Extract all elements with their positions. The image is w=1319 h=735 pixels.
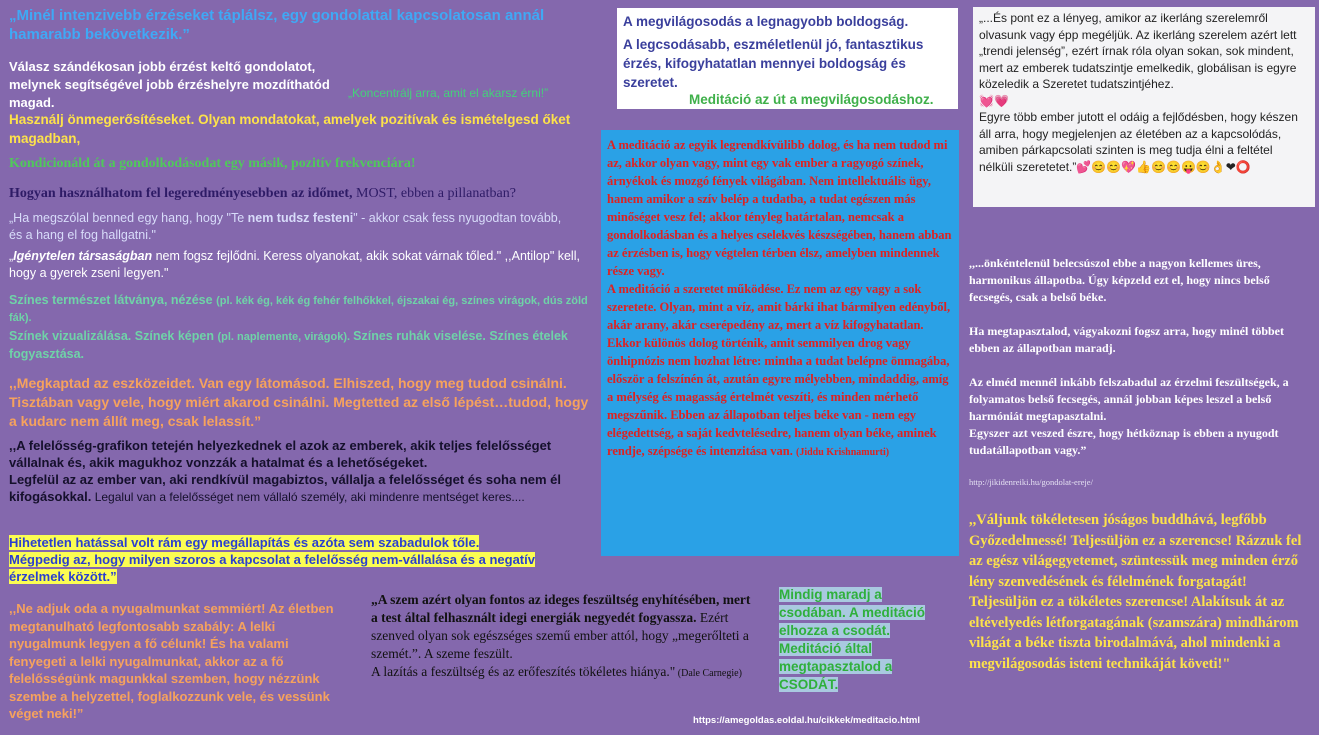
voice-a: „Ha megszólal benned egy hang, hogy "Te bbox=[9, 211, 248, 225]
twin-flame-box bbox=[973, 7, 1315, 207]
highlight-line-1: Hihetetlen hatással volt rám egy megállapítás és azóta sem szabadulok tőle. bbox=[9, 535, 480, 550]
twin-flame-p2: Egyre több ember jutott el odáig a fejlődésben, hogy készen áll arra, hogy megjelenjen az életében az a kapcsolódás, amiben párkapcsolati szinten is meg tudja élni a feltétel nélküli szeretetet.”💕😊😊💖👍😊😊😛😊👌❤⭕ bbox=[979, 110, 1298, 174]
quote-calm: ,,Ne adjuk oda a nyugalmunkat semmiért! Az életben megtanulható legfontosabb szabály: A lelki nyugalmunk legyen a fő célunk! És ha valami fenyegeti a lelki nyugalmunkat, akkor az a fő felelősségünk magunkkal szemben, hogy nézzünk szembe a helyzettel, foglalkozzunk vele, és vessünk véget neki!” bbox=[9, 601, 334, 721]
text-focus: „Koncentrálj arra, amit el akarsz érni!” bbox=[348, 86, 549, 100]
enlightenment-box bbox=[617, 8, 958, 109]
enlightenment-body: A legcsodásabb, eszméletlenül jó, fantasztikus érzés, kifogyhatatlan mennyei boldogság és szeretet. bbox=[623, 37, 924, 90]
how-part-b: MOST, ebben a pillanatban? bbox=[356, 186, 516, 201]
wonder-line-4: Meditáció által bbox=[779, 641, 873, 656]
resp-b: Legfelül az az ember van, aki rendkívül magabiztos, vállalja a felelősséget és soha nem él kifogásokkal. bbox=[9, 472, 561, 504]
resp-a: ,,A felelősség-grafikon tetején helyezkednek el azok az emberek, akik teljes felelősséget vállalnak és, akik magukhoz vonzzák a hatalmat és a lehetőségeket. bbox=[9, 438, 552, 470]
enlightenment-green: Meditáció az út a megvilágosodáshoz. bbox=[689, 92, 934, 107]
text-inner-voice bbox=[9, 210, 569, 244]
eye-a: „A szem azért olyan fontos az ideges feszültség enyhítésében, mert a test által felhasznált idegi energiák negyedét fogyassza. bbox=[371, 592, 751, 625]
enlightenment-title: A megvilágosodás a legnagyobb boldogság. bbox=[623, 14, 909, 29]
resp-c: Legalul van a felelősséget nem vállaló személy, aki mindenre mentséget keres.... bbox=[91, 490, 525, 504]
reiki-url-link[interactable]: http://jikidenreiki.hu/gondolat-ereje/ bbox=[969, 477, 1093, 487]
twin-flame-p1: „...És pont ez a lényeg, amikor az ikerláng szerelemről olvasunk vagy épp megéljük. Az ikerláng szerelem azért lett „trendi jelenség”, ezért írnak róla olyan sokan, sok mindent, mert az emberek tudatszintje emelkedik, globálisan is egyre közeledik a Szeretet tudatszintjéhez. 💓💗 bbox=[979, 11, 1297, 108]
reiki-p3: Az elméd mennél inkább felszabadul az érzelmi feszültségek, a folyamatos belső fecsegés, annál jobban képes leszel a belső harmóniát megtapasztalni. bbox=[969, 375, 1289, 423]
quote-intense-feelings: „Minél intenzivebb érzéseket táplálsz, egy gondolattal kapcsolatosan annál hamarabb bekövetkezik.” bbox=[9, 7, 545, 43]
how-part-a: Hogyan használhatom fel legeredményesebben az időmet, bbox=[9, 186, 356, 201]
vis-c: Színes ruhák viselése. Színes ételek fogyasztása. bbox=[9, 329, 568, 361]
reiki-p4: Egyszer azt veszed észre, hogy hétköznap is ebben a nyugodt tudatállapotban vagy.” bbox=[969, 426, 1279, 457]
text-choose-thought: Válasz szándékosan jobb érzést keltő gondolatot, melynek segítségével jobb érzéshelyre mozdíthatód magad. bbox=[9, 59, 330, 110]
nature-b: (pl. kék ég, kék ég fehér felhőkkel, éjszakai ég, színes virágok, dús zöld fák). bbox=[9, 295, 588, 324]
highlight-line-2: Mégpedig az, hogy milyen szoros a kapcsolat a felelősség nem-vállalása és a negatív érzelmek között.” bbox=[9, 552, 535, 584]
heart-emoji-icon: 💓💗 bbox=[979, 93, 1009, 108]
wonder-line-1: Mindig maradj a bbox=[779, 587, 882, 602]
wonder-line-3: elhozza a csodát. bbox=[779, 623, 891, 638]
text-condition: Kondicionáld át a gondolkodásodat egy másik, pozitív frekvenciára! bbox=[9, 156, 416, 171]
wonder-line-6: CSODÁT. bbox=[779, 677, 839, 692]
reiki-p1: ,,...önkéntelenül belecsúszol ebbe a nagyon kellemes üres, harmonikus állapotba. Úgy képzeld ezt el, hogy nincs belső fecsegés, csak a belső béke. bbox=[969, 256, 1270, 304]
wonder-box bbox=[779, 586, 949, 694]
reiki-quote bbox=[969, 255, 1314, 459]
eye-b: Ezért szenved olyan sok egészséges szemű ember attól, hogy „megerőlteti a szemét.”. A szeme feszült. bbox=[371, 610, 749, 661]
vis-a: Színek vizualizálása. Színek képen bbox=[9, 329, 218, 343]
krishnamurti-box bbox=[601, 130, 959, 556]
nature-a: Színes természet látványa, nézése bbox=[9, 293, 217, 307]
meditation-url-link[interactable]: https://amegoldas.eoldal.hu/cikkek/meditacio.html bbox=[693, 715, 920, 726]
buddha-prayer: ,,Váljunk tökéletesen jóságos buddhává, legfőbb Győzedelmessé! Teljesüljön ez a szerencse! Rázzuk fel az egész világegyetemet, szüntessük meg minden érző lény szenvedésének és félelmének forgatagát! Teljesüljön ez a tökéletes szerencse! Alakítsuk át az eltévelyedés létforgatagának (szamszára) mindhárom világát a béke tiszta birodalmává, ahol mindenki a megvilágosodás isteni technikáját követi!" bbox=[969, 512, 1302, 672]
krishnamurti-p2: A meditáció a szeretet működése. Ez nem az egy vagy a sok szeretete. Olyan, mint a víz, amit bárki ihat bármilyen edényből, akár arany, akár cserépedény az, mert a víz kifogyhatatlan. Ekkor különös dolog történik, amit semmilyen drog vagy önhipnózis nem hozhat létre: mintha a tudat belépne önmagába, először a felszínén át, azután egyre mélyebben, mindaddig, amíg a mélység és magasság értelmét veszíti, és minden mérhető megszűnik. Ebben az állapotban teljes béke van - nem egy elégedettség, a saját kedvtelésedre, hanem olyan béke, aminek rendje, szépsége és intenzitása van. (Jiddu Krishnamurti) bbox=[607, 282, 951, 458]
text-how-use-time bbox=[9, 186, 599, 202]
company-a: „ bbox=[9, 249, 14, 263]
text-company bbox=[9, 248, 584, 282]
text-color-visualize bbox=[9, 328, 599, 363]
emoji-row-icon: 💕😊😊💖👍😊😊😛😊👌❤⭕ bbox=[1076, 159, 1251, 174]
highlight-quote bbox=[9, 534, 579, 585]
text-affirmations: Használj önmegerősítéseket. Olyan mondatokat, amelyek pozitívak és ismételgesd őket magadban, bbox=[9, 112, 571, 146]
voice-c: " - akkor csak fess nyugodtan tovább, és a hang el fog hallgatni." bbox=[9, 211, 562, 242]
eye-author: (Dale Carnegie) bbox=[675, 668, 742, 679]
reiki-p2: Ha megtapasztalod, vágyakozni fogsz arra, hogy minél többet ebben az állapotban maradj. bbox=[969, 324, 1284, 355]
voice-b: nem tudsz festeni bbox=[247, 211, 354, 225]
quote-responsibility bbox=[9, 437, 589, 506]
wonder-line-5: megtapasztalod a bbox=[779, 659, 893, 674]
vis-b: (pl. naplemente, virágok). bbox=[217, 331, 354, 343]
quote-tools: ,,Megkaptad az eszközeidet. Van egy látomásod. Elhiszed, hogy meg tudod csinálni. Tisztában vagy vele, hogy miért akarod csinálni. Megtetted az első lépést…tudod, hogy a kudarc nem állít meg, csak lelassít.” bbox=[9, 375, 589, 429]
quote-eyes bbox=[371, 591, 751, 683]
wonder-line-2: csodában. A meditáció bbox=[779, 605, 926, 620]
eye-c: A lazítás a feszültség és az erőfeszítés tökéletes hiánya." bbox=[371, 664, 676, 679]
krishnamurti-p1: A meditáció az egyik legrendkívülibb dolog, és ha nem tudod mi az, akkor olyan vagy, mint egy vak ember a ragyogó színek, árnyékok és mozgó fények világában. Nem intellektuális ügy, hanem amikor a szív belép a tudatba, a tudat egészen más minőséget vesz fel; akkor tényleg határtalan, nemcsak a gondolkodásban és a helyes cselekvés készségében, hanem abban az érzésben is, hogy végtelen térben élsz, amelyben mindennek része vagy. bbox=[607, 138, 952, 278]
company-b: Igénytelen társaságban bbox=[13, 249, 153, 263]
company-c: nem fogsz fejlődni. Keress olyanokat, akik sokat várnak tőled." ,,Antilop" kell, hogy a gyerek zseni legyen." bbox=[9, 249, 580, 280]
krishnamurti-author: (Jiddu Krishnamurti) bbox=[795, 447, 890, 458]
text-colorful-nature bbox=[9, 292, 589, 326]
